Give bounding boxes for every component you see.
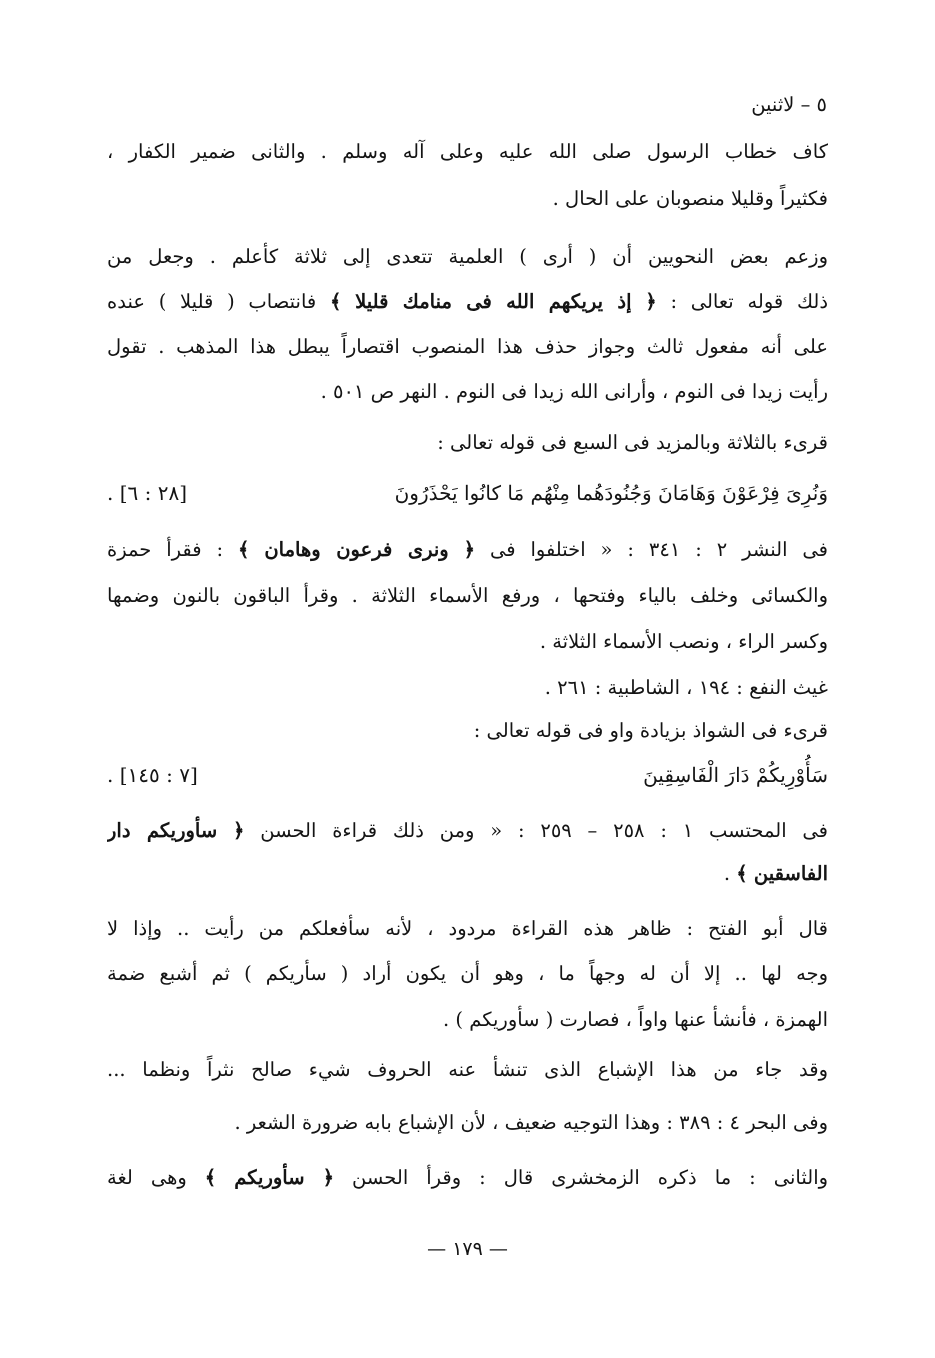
text-line-quran-quote-2 <box>107 535 828 565</box>
text-line: وفى البحر ٤ : ٣٨٩ : وهذا التوجيه ضعيف ، لأن الإشباع بابه ضرورة الشعر . <box>234 1111 828 1134</box>
text-line-quran-quote-4 <box>107 1163 828 1193</box>
quran-quote: سأوريكم <box>234 1166 305 1189</box>
line-text: : فقرأ حمزة <box>107 538 238 561</box>
quote-bracket-open: ﴿ <box>233 819 245 842</box>
text-line: وقد جاء من هذا الإشباع الذى تنشأ عنه الحروف شيء صالح نثراً ونظما ... <box>107 1058 828 1081</box>
text-line: كاف خطاب الرسول صلى الله عليه وعلى آله وسلم . والثانى ضمير الكفار ، <box>107 140 828 163</box>
text-line: والكسائى وخلف بالياء وفتحها ، ورفع الأسماء الثلاثة . وقرأ الباقون بالنون وضمها <box>107 584 828 607</box>
quote-bracket-close: ﴾ <box>329 290 342 313</box>
verse-text: سَأُوْرِيكُمْ دَارَ الْفَاسِقِينَ <box>643 763 828 787</box>
text-line: على أنه مفعول ثالث وجواز حذف هذا المنصوب اقتصاراً يبطل هذا المذهب . تقول <box>107 335 828 358</box>
verse-block-1 <box>107 476 828 510</box>
quran-quote: إذ يريكهم الله فى منامك قليلا <box>355 290 632 313</box>
verse-reference: [٧ : ١٤٥] . <box>107 763 198 787</box>
line-text: فى النشر ٢ : ٣٤١ : « اختلفوا فى <box>475 538 828 561</box>
verse-text: وَنُرِىَ فِرْعَوْنَ وَهَامَانَ وَجُنُودَهُما مِنْهُم مَا كانُوا يَحْذَرُونَ <box>394 481 828 505</box>
text-line: الهمزة ، فأنشأ عنها واواً ، فصارت ( سأوريكم ) . <box>443 1008 828 1031</box>
line-text: فى المحتسب ١ : ٢٥٨ – ٢٥٩ : « ومن ذلك قراءة الحسن <box>244 819 828 842</box>
text-line-quran-quote-3-end <box>107 859 828 889</box>
text-line: وزعم بعض النحويين أن ( أرى ) العلمية تتعدى إلى ثلاثة كأعلم . وجعل من <box>107 245 828 268</box>
quran-quote: سأوريكم دار <box>107 819 218 842</box>
text-line-quran-quote-3 <box>107 816 828 846</box>
text-line: غيث النفع : ١٩٤ ، الشاطبية : ٢٦١ . <box>544 676 828 699</box>
verse-block-2 <box>107 758 828 792</box>
line-text: فانتصاب ( قليلا ) عنده <box>107 290 330 313</box>
text-line: وكسر الراء ، ونصب الأسماء الثلاثة . <box>539 630 828 653</box>
quran-quote: الفاسقين <box>753 862 828 885</box>
line-text: . <box>723 862 737 885</box>
line-text: ذلك قوله تعالى : <box>656 290 828 313</box>
quote-bracket-open: ﴿ <box>463 538 476 561</box>
quote-bracket-open: ﴿ <box>645 290 657 313</box>
quran-quote: ونرى فرعون وهامان <box>264 538 449 561</box>
line-text: والثانى : ما ذكره الزمخشرى قال : وقرأ الحسن <box>334 1166 828 1189</box>
section-heading: ٥ – لاثنين <box>751 93 827 116</box>
quote-bracket-close: ﴾ <box>204 1166 217 1189</box>
line-text: وهى لغة <box>107 1166 205 1189</box>
text-line: رأيت زيدا فى النوم ، وأرانى الله زيدا فى النوم . النهر ص ٥٠١ . <box>320 380 828 403</box>
text-line: قرىء فى الشواذ بزيادة واو فى قوله تعالى : <box>473 719 828 742</box>
text-line: قال أبو الفتح : ظاهر هذه القراءة مردود ، لأنه سأفعلكم من رأيت .. وإذا لا <box>107 917 828 940</box>
quote-bracket-open: ﴿ <box>322 1166 335 1189</box>
text-line-quran-quote-1 <box>107 287 828 317</box>
quote-bracket-close: ﴾ <box>736 862 748 885</box>
text-line: وجه لها .. إلا أن له وجهاً ما ، وهو أن يكون أراد ( سأريكم ) ثم أشبع ضمة <box>107 962 828 985</box>
verse-reference: [٢٨ : ٦] . <box>107 481 188 505</box>
text-line: قرىء بالثلاثة وبالمزيد فى السبع فى قوله تعالى : <box>437 431 828 454</box>
quote-bracket-close: ﴾ <box>237 538 250 561</box>
page-number: — ١٧٩ — <box>427 1238 508 1260</box>
text-line: فكثيراً وقليلا منصوبان على الحال . <box>552 187 828 210</box>
